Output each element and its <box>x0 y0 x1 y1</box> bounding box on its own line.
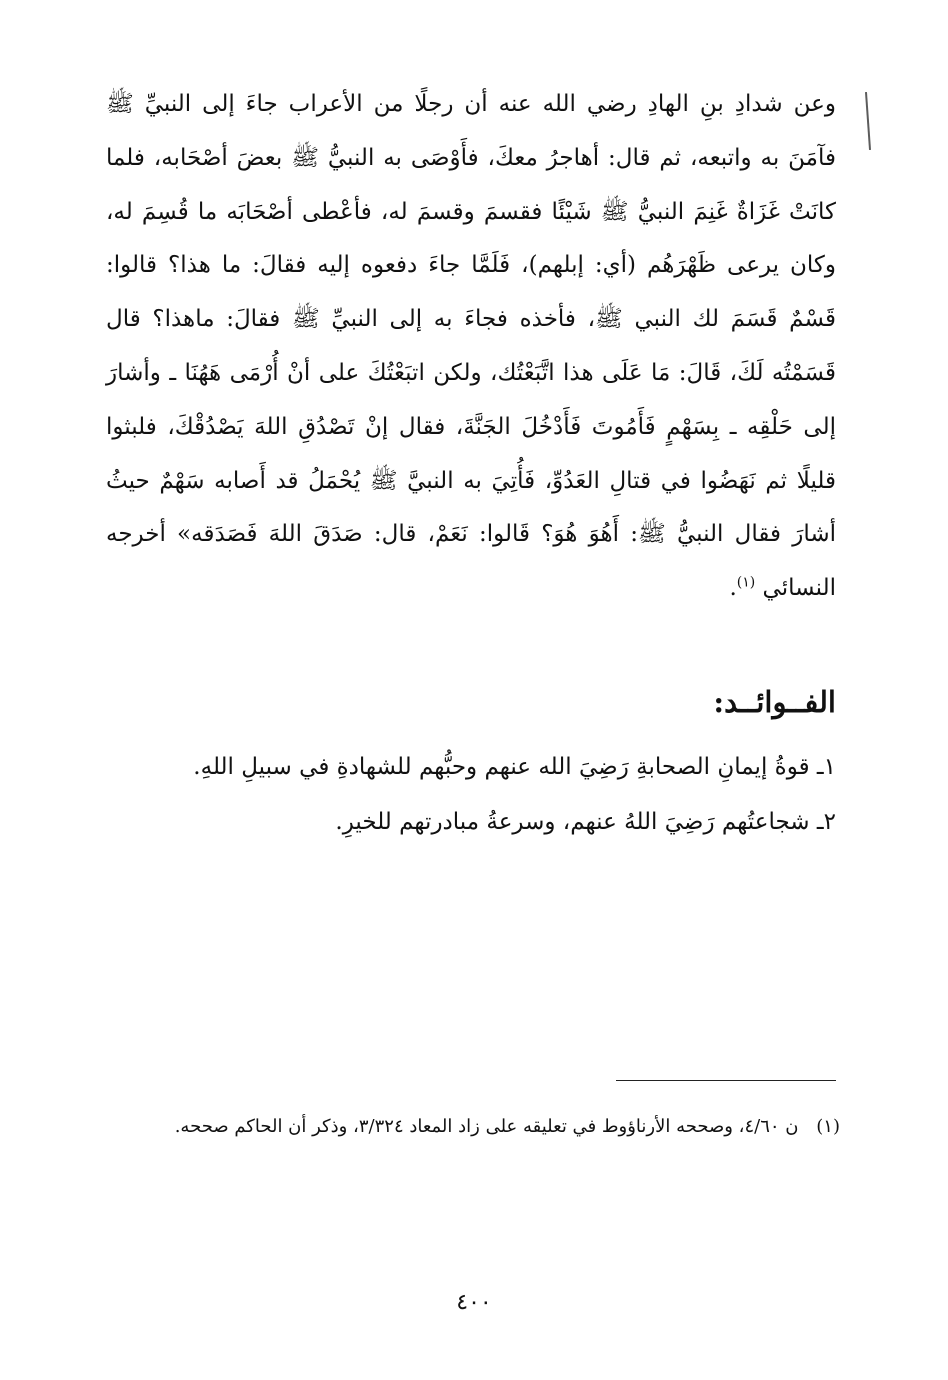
page-number: ٤٠٠ <box>456 1290 492 1315</box>
text-line: وعن شدادِ بنِ الهادِ رضي الله عنه أن رجلًا من الأعراب جاءَ إلى <box>191 91 836 117</box>
footnote-reference[interactable]: (١) <box>736 574 756 591</box>
text-line: فأعْطى أصْحَابَه ما قُسِمَ له، وكان يرعى ظَهْرَهُم (أي: إبلهم)، فَلَمَّا <box>106 198 836 279</box>
margin-mark <box>865 92 871 150</box>
sentence-end: . <box>729 575 737 602</box>
text-line: هذا اتَّبَعْتُك، ولكن اتبَعْتُكَ على أنْ أُرْمَى هَهُنَا ـ وأشارَ إلى حَلْقِه ـ <box>106 359 836 440</box>
text-line: النبيِّ ﷺ فآمَنَ به واتبعه، ثم قال: أهاجرُ معكَ، فأَوْصَى به النبيُّ ﷺ <box>106 91 837 171</box>
text-line: جاءَ دفعوه إليه فقالَ: ما هذا؟ قالوا: قَسْمٌ قَسَمَ لك النبي ﷺ، فأخذه <box>106 252 836 333</box>
benefits-heading: الفــوائــد: <box>713 685 836 719</box>
text-line: فَصَدَقه» أخرجه النسائي <box>106 521 836 602</box>
text-line: حيثُ أشارَ فقال النبيُّ ﷺ: أَهُوَ هُوَ؟ قَالوا: نَعَمْ، قال: صَدَقَ اللهَ <box>106 467 836 548</box>
benefit-item: ١ـ قوةُ إيمانِ الصحابةِ رَضِيَ الله عنهم وحبُّهم للشهادةِ في سبيلِ اللهِ. <box>193 754 836 780</box>
footnote-number: (١) <box>816 1116 840 1137</box>
footnote-divider <box>616 1080 836 1081</box>
text-line: بعضَ أصْحَابه، فلما كانَتْ غَزَاةٌ غَنِمَ النبيُّ ﷺ شَيْئًا فقسمَ وقسمَ له، <box>106 144 836 225</box>
text-line: بِسَهْمٍ فَأَمُوتَ فَأَدْخُلَ الجَنَّةَ، فقال إنْ تَصْدُقِ اللهَ يَصْدُقْكَ، فلبثوا قليلًا <box>106 413 836 494</box>
footnote-text: ن ٤/٦٠، وصححه الأرناؤوط في تعليقه على زاد المعاد ٣/٣٢٤، وذكر أن الحاكم صححه. <box>174 1116 799 1137</box>
hadith-paragraph <box>106 78 836 616</box>
text-line: فجاءَ به إلى النبيِّ ﷺ فقالَ: ماهذا؟ قال قَسَمْتُه لَكَ، قَالَ: مَا عَلَى <box>106 306 836 386</box>
text-line: ثم نَهَضُوا في قتالِ العَدُوِّ، فَأُتِيَ به النبيَّ ﷺ يُحْمَلُ قد أَصابه سَهْمٌ <box>149 467 788 494</box>
benefit-item: ٢ـ شجاعتُهم رَضِيَ اللهُ عنهم، وسرعةُ مبادرتهم للخيرِ. <box>335 809 836 835</box>
footnote <box>100 1110 840 1144</box>
